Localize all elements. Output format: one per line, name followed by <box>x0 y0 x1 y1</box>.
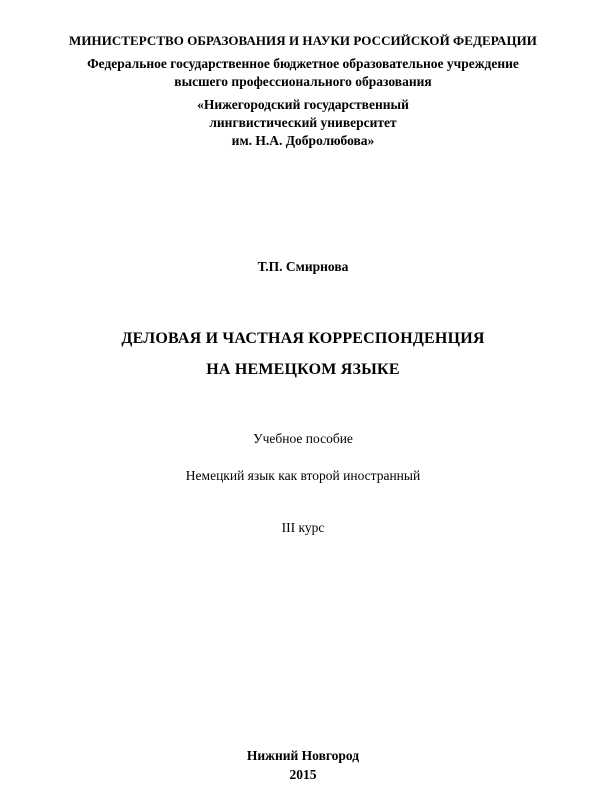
university-name-line-3: им. Н.А. Добролюбова» <box>231 133 375 148</box>
publication-type: Учебное пособие <box>253 431 353 446</box>
publication-city: Нижний Новгород <box>246 748 360 763</box>
institution-type-line-2: высшего профессионального образования <box>174 74 432 89</box>
institution-type-line-1: Федеральное государственное бюджетное образовательное учреждение <box>87 56 519 71</box>
subject-description: Немецкий язык как второй иностранный <box>185 468 421 483</box>
university-name-line-2: лингвистический университет <box>209 115 397 130</box>
document-title-line-2: НА НЕМЕЦКОМ ЯЗЫКЕ <box>206 361 400 378</box>
document-title-line-1: ДЕЛОВАЯ И ЧАСТНАЯ КОРРЕСПОНДЕНЦИЯ <box>121 330 485 347</box>
course-level: III курс <box>281 520 325 535</box>
author-name: Т.П. Смирнова <box>257 259 349 274</box>
ministry-heading: МИНИСТЕРСТВО ОБРАЗОВАНИЯ И НАУКИ РОССИЙСКОЙ ФЕДЕРАЦИИ <box>69 33 537 48</box>
publication-year: 2015 <box>289 767 317 782</box>
university-name-line-1: «Нижегородский государственный <box>197 97 409 112</box>
